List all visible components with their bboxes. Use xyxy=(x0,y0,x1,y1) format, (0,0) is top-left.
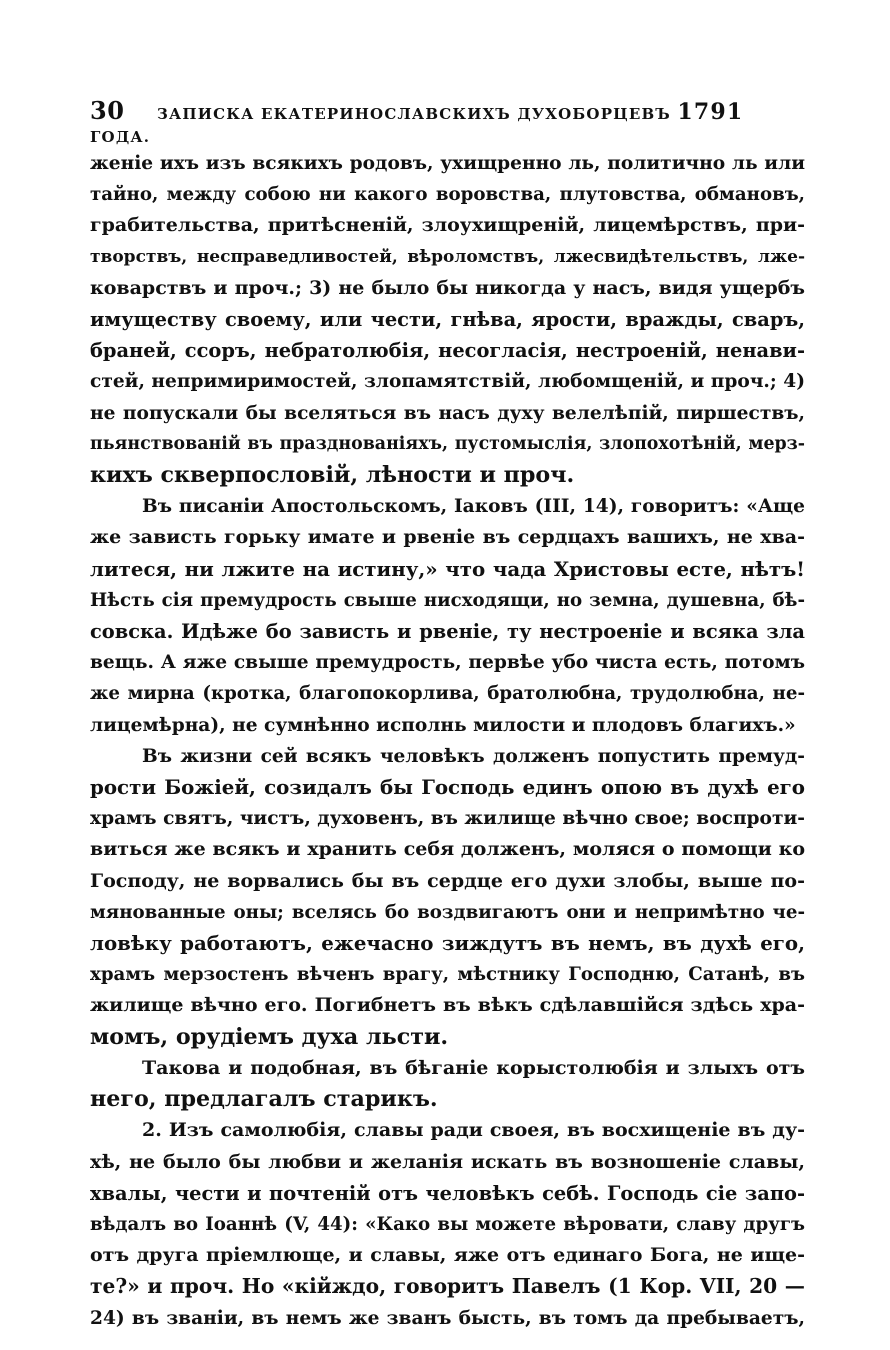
text-line: него, предлагалъ старикъ. xyxy=(90,1086,438,1113)
text-line: жилище вѣчно его. Погибнетъ въ вѣкъ сдѣлавшійся здѣсь хра- xyxy=(90,994,805,1017)
text-line: Нѣсть сія премудрость свыше нисходящи, но земна, душевна, бѣ- xyxy=(90,589,805,611)
running-title-year: 1791 xyxy=(677,99,744,125)
text-line: рости Божіей, созидалъ бы Господь единъ опою въ духѣ его xyxy=(90,775,805,800)
text-line: Въ писаніи Апостольскомъ, Іаковъ (III, 14), говоритъ: «Аще xyxy=(142,496,805,518)
text-line: Такова и подобная, въ бѣганіе корыстолюбія и злыхъ отъ xyxy=(142,1056,805,1079)
text-line: тайно, между собою ни какого воровства, плутовства, обмановъ, xyxy=(90,184,805,206)
text-line: кихъ скверпословій, лѣности и проч. xyxy=(90,462,575,489)
text-line: те?» и проч. Но «кійждо, говоритъ Павелъ (1 Кор. VII, 20 — xyxy=(90,1274,805,1299)
text-line: вѣдалъ во Іоаннѣ (V, 44): «Како вы можете вѣровати, славу другъ xyxy=(90,1213,805,1235)
page-number: 30 xyxy=(90,96,125,125)
text-line: пьянствованій въ празднованіяхъ, пустомыслія, злопохотѣній, мерз- xyxy=(90,433,805,454)
text-line: совска. Идѣже бо зависть и рвеніе, ту нестроеніе и всяка зла xyxy=(90,620,805,644)
text-line: стей, непримиримостей, злопамятствій, любомщеній, и проч.; 4) xyxy=(90,371,805,393)
text-line: лицемѣрна), не сумнѣнно исполнь милости и плодовъ благихъ.» xyxy=(90,714,796,736)
text-line: коварствъ и проч.; 3) не было бы никогда у насъ, видя ущербъ xyxy=(90,276,805,299)
text-line: не попускали бы вселяться въ насъ духу велелѣпій, пиршествъ, xyxy=(90,402,805,424)
text-line: вещь. А яже свыше премудрость, первѣе убо чиста есть, потомъ xyxy=(90,652,805,674)
text-line: браней, ссоръ, небратолюбія, несогласія, нестроеній, ненави- xyxy=(90,339,805,363)
text-line: литеся, ни лжите на истину,» что чада Христовы есте, нѣтъ! xyxy=(90,556,805,581)
text-line: 2. Изъ самолюбія, славы ради своея, въ восхищеніе въ ду- xyxy=(142,1119,805,1142)
text-line: ловѣку работаютъ, ежечасно зиждутъ въ немъ, въ духѣ его, xyxy=(90,931,805,956)
text-line: хвалы, чести и почтеній отъ человѣкъ себѣ. Господь сіе запо- xyxy=(90,1181,805,1205)
text-line: Въ жизни сей всякъ человѣкъ долженъ попустить премуд- xyxy=(142,745,805,767)
text-line: же мирна (кротка, благопокорлива, братолюбна, трудолюбна, не- xyxy=(90,683,805,705)
running-header xyxy=(90,96,810,147)
text-line: отъ друга пріемлюще, и славы, яже отъ единаго Бога, не ище- xyxy=(90,1244,805,1267)
text-line: Господу, не ворвались бы въ сердце его духи злобы, выше по- xyxy=(90,869,805,892)
body-text xyxy=(90,148,805,1334)
running-title: ЗАПИСКА ЕКАТЕРИНОСЛАВСКИХЪ ДУХОБОРЦЕВЪ 1791 ГОДА. xyxy=(90,99,744,146)
text-line: храмъ мерзостенъ вѣченъ врагу, мѣстнику Господню, Сатанѣ, въ xyxy=(90,964,805,986)
text-line: мянованные оны; вселясь бо воздвигаютъ они и непримѣтно че- xyxy=(90,901,805,923)
text-line: момъ, орудіемъ духа льсти. xyxy=(90,1023,449,1050)
text-line: грабительства, притѣсненій, злоухищреній, лицемѣрствъ, при- xyxy=(90,214,805,237)
text-line: же зависть горьку имате и рвеніе въ сердцахъ вашихъ, не хва- xyxy=(90,526,805,549)
text-line: храмъ святъ, чистъ, духовенъ, въ жилище вѣчно свое; воспроти- xyxy=(90,808,805,830)
text-line: виться же всякъ и хранить себя долженъ, моляся о помощи ко xyxy=(90,838,805,861)
text-line: творствъ, несправедливостей, вѣроломствъ, лжесвидѣтельствъ, лже- xyxy=(90,246,805,267)
text-line: 24) въ званіи, въ немъ же званъ бысть, въ томъ да пребываетъ, xyxy=(90,1307,805,1329)
text-line: имуществу своему, или чести, гнѣва, ярости, вражды, сваръ, xyxy=(90,308,805,332)
text-line: женіе ихъ изъ всякихъ родовъ, ухищренно ль, политично ль или xyxy=(90,153,805,174)
text-line: хѣ, не было бы любви и желанія искать въ возношеніе славы, xyxy=(90,1150,805,1173)
